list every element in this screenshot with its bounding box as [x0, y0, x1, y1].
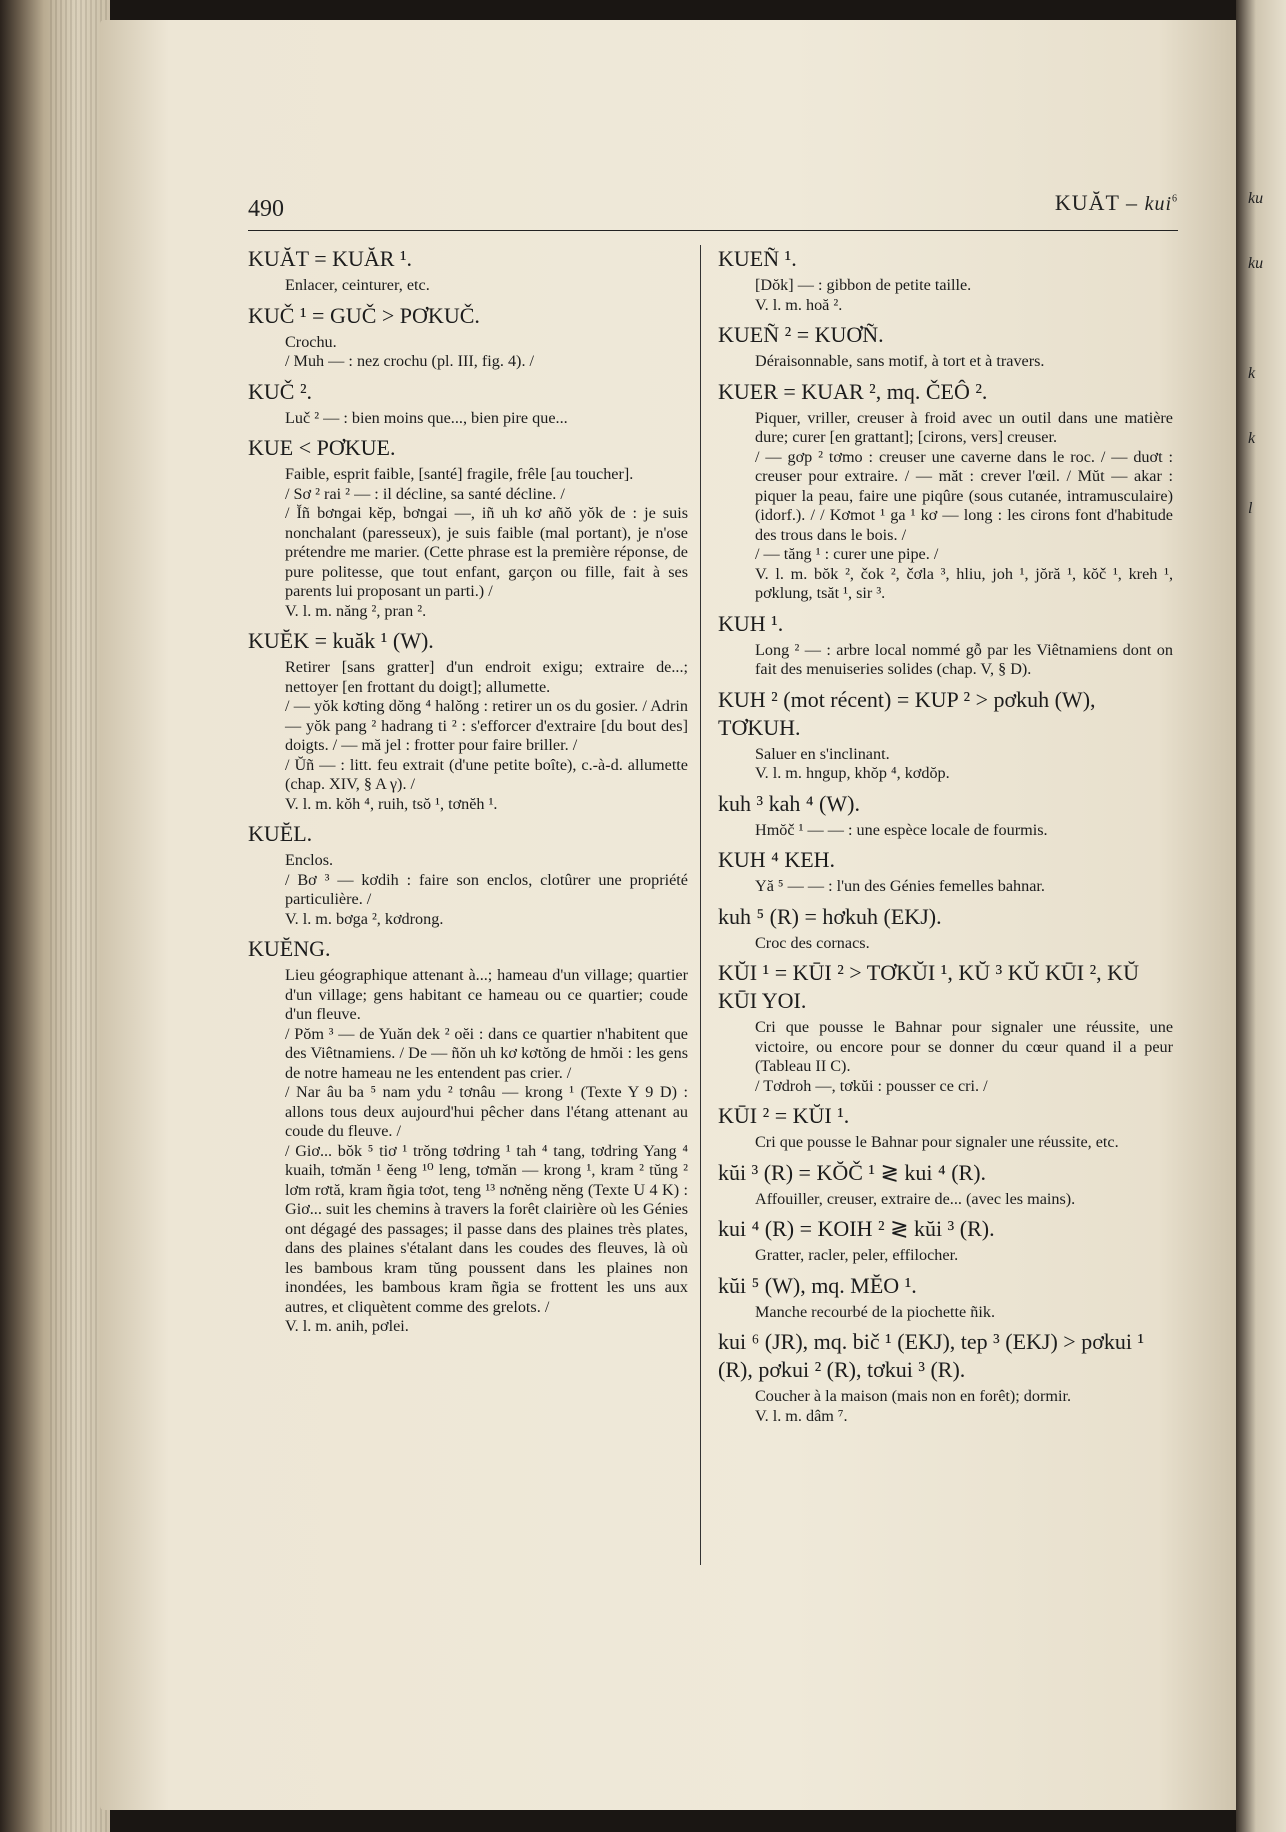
entry-headword: KUĔL. — [248, 821, 313, 846]
book-left-pages — [0, 0, 110, 1832]
entry-headword: KUEÑ ² = KUƠÑ. — [718, 322, 884, 347]
dictionary-entry — [718, 245, 1173, 315]
entry-headword: kŭi ³ (R) = KŎČ ¹ ≷ kui ⁴ (R). — [718, 1159, 987, 1185]
entry-headword: KUČ ¹ = GUČ > PƠKUČ. — [248, 302, 480, 328]
entry-headword: KUER = KUAR ², mq. ČEÔ ². — [718, 378, 988, 404]
entry-line: / — gơp ² tơmo : creuser une caverne dans le roc. / — duơt : creuser pour extraire. / — măt : crever l'œil. / Mŭt — akar : piquer la peau, faire une piqûre (sous cutanée, intramusculaire) (idorf.). / / Kơmot ¹ ga ¹ kơ — long : les cirons font d'habitude des trous dans le bois. / — [755, 447, 1173, 544]
entry-line: / — yŏk kơting dŏng ⁴ halŏng : retirer un os du gosier. / Adrin — yŏk pang ² hadrang ti ² : s'efforcer d'extraire [du bout des] doigts. / — mă jel : frotter pour faire briller. / — [285, 697, 688, 754]
entry-line: Coucher à la maison (mais non en forêt); dormir. — [755, 1387, 1072, 1405]
entry-line: Manche recourbé de la piochette ñik. — [755, 1302, 996, 1321]
entry-line: Enclos. — [285, 851, 334, 869]
edge-text: k — [1248, 430, 1256, 447]
dictionary-entry — [718, 610, 1173, 680]
entry-headword: kui ⁴ (R) = KOIH ² ≷ kŭi ³ (R). — [718, 1216, 995, 1241]
dictionary-entry — [248, 935, 688, 1337]
entry-line: / Giơ... bŏk ⁵ tiơ ¹ trŏng tơdring ¹ tah ⁴ tang, tơdring Yang ⁴ kuaih, tơmăn ¹ ĕeng ¹⁰ leng, tơmăn — krong ¹, kram ² tŭng ² lơm rơtă, kram ñgia tơot, teng ¹³ nơnĕng nĕng (Texte U 4 K) : Giơ... suit les chemins à travers la forêt clairière où les Génies ont dégagé des passages; il passe dans des plaines très plates, dans des plaines s'étalant dans les coudes des fleuves, là où les bambous kram tŭng poussent dans les plaines non inondées, les bambous kram ñgia se frottent les uns aux autres, et cliquètent comme des grelots. / — [285, 1141, 688, 1316]
edge-text: k — [1248, 365, 1256, 382]
entry-line: Lieu géographique attenant à...; hameau d'un village; quartier d'un village; gens habitant ce hameau ou ce quartier; coude d'un fleuve. — [285, 966, 688, 1023]
entry-line: Cri que pousse le Bahnar pour signaler une réussite, une victoire, ou encore pour se donner du cœur quand il a peur (Tableau II C). — [755, 1018, 1173, 1075]
dictionary-entry — [718, 321, 1173, 372]
entry-line: V. l. m. dâm ⁷. — [755, 1406, 848, 1425]
dictionary-entry — [718, 1215, 1173, 1266]
dictionary-entry — [718, 1328, 1173, 1426]
dictionary-entry — [718, 790, 1173, 841]
entry-headword: kuh ⁵ (R) = hơkuh (EKJ). — [718, 903, 942, 929]
dictionary-entry — [248, 434, 688, 621]
entry-headword: KUE < PƠKUE. — [248, 435, 396, 460]
entry-line: / Ŭñ — : litt. feu extrait (d'une petite boîte), c.-à-d. allumette (chap. XIV, § A γ). / — [285, 755, 688, 793]
entry-line: / Bơ ³ — kơdih : faire son enclos, clotûrer une propriété particulière. / — [285, 870, 688, 908]
entry-headword: KUĔNG. — [248, 936, 331, 961]
entry-line: Croc des cornacs. — [755, 933, 870, 952]
entry-headword: KUĂT = KUĂR ¹. — [248, 246, 413, 271]
entry-headword: KUĔK = kuăk ¹ (W). — [248, 628, 434, 653]
entry-line: V. l. m. hngup, khŏp ⁴, kơdŏp. — [755, 764, 950, 782]
entry-line: Yă ⁵ — — : l'un des Génies femelles bahnar. — [755, 877, 1045, 895]
entry-line: / Muh — : nez crochu (pl. III, fig. 4). / — [285, 352, 535, 370]
dictionary-entry — [248, 245, 688, 296]
page-number: 490 — [248, 196, 284, 222]
entry-line: Faible, esprit faible, [santé] fragile, frêle [au toucher]. — [285, 465, 634, 483]
entry-line: V. l. m. hoă ². — [755, 295, 843, 314]
edge-text: l — [1248, 500, 1253, 517]
entry-line: Retirer [sans gratter] d'un endroit exigu; extraire de...; nettoyer [en frottant du doigt]; allumette. — [285, 658, 688, 696]
dictionary-entry — [718, 1102, 1173, 1153]
entry-line: / Sơ ² rai ² — : il décline, sa santé décline. / — [285, 484, 565, 503]
entry-line: / Tơdroh —, tơkŭi : pousser ce cri. / — [755, 1076, 988, 1095]
dictionary-entry — [248, 820, 688, 929]
entry-headword: KUČ ². — [248, 378, 313, 404]
entry-line: V. l. m. kŏh ⁴, ruih, tsŏ ¹, tơnĕh ¹. — [285, 794, 498, 813]
entry-line: / Nar âu ba ⁵ nam ydu ² tơnâu — krong ¹ (Texte Y 9 D) : allons tous deux aujourd'hui pêcher dans l'étang attenant au coude du fleuve. / — [285, 1083, 688, 1140]
entry-line: Déraisonnable, sans motif, à tort et à travers. — [755, 352, 1045, 370]
running-head-sup: 6 — [1172, 193, 1178, 205]
entry-line: V. l. m. bơga ², kơdrong. — [285, 909, 444, 928]
entry-line: Affouiller, creuser, extraire de... (avec les mains). — [755, 1189, 1076, 1208]
entry-headword: KŬI ¹ = KŪI ² > TƠKŬI ¹, KŬ ³ KŬ KŪI ², KŬ KŪI YOI. — [718, 960, 1139, 1013]
entry-line: Hmŏč ¹ — — : une espèce locale de fourmis. — [755, 820, 1048, 839]
dictionary-entry — [248, 378, 688, 429]
entry-line: V. l. m. anih, pơlei. — [285, 1317, 409, 1335]
entry-line: V. l. m. bŏk ², čok ², čơla ³, hliu, joh ¹, jŏră ¹, kŏč ¹, kreh ¹, pơklung, tsăt ¹, sir ³. — [755, 564, 1173, 602]
dictionary-entry — [718, 846, 1173, 897]
dictionary-entry — [718, 686, 1173, 784]
entry-headword: KUH ² (mot récent) = KUP ² > pơkuh (W), TƠKUH. — [718, 686, 1096, 740]
dictionary-entry — [718, 378, 1173, 604]
entry-headword: kuh ³ kah ⁴ (W). — [718, 790, 860, 816]
entry-line: Piquer, vriller, creuser à froid avec un outil dans une matière dure; curer [en grattant]; [cirons, vers] creuser. — [755, 408, 1173, 446]
entry-headword: kui ⁶ (JR), mq. bič ¹ (EKJ), tep ³ (EKJ) > pơkui ¹ (R), pơkui ² (R), tơkui ³ (R). — [718, 1329, 1145, 1382]
column-divider — [700, 245, 701, 1565]
dictionary-entry — [248, 627, 688, 814]
page-header — [248, 190, 1178, 231]
entry-headword: KUH ⁴ KEH. — [718, 847, 836, 872]
entry-headword: KŪI ² = KŬI ¹. — [718, 1103, 850, 1128]
dictionary-entry — [718, 1272, 1173, 1323]
entry-headword: KUEÑ ¹. — [718, 246, 797, 271]
edge-text: ku — [1248, 190, 1264, 207]
entry-headword: KUH ¹. — [718, 610, 784, 636]
entry-line: / — tăng ¹ : curer une pipe. / — [755, 545, 939, 563]
entry-headword: kŭi ⁵ (W), mq. MĔO ¹. — [718, 1272, 917, 1298]
running-head-text: KUĂT – — [1054, 190, 1139, 215]
entry-line: Luč ² — : bien moins que..., bien pire que... — [285, 408, 568, 427]
entry-line: Crochu. — [285, 332, 337, 351]
entry-line: / Pŏm ³ — de Yuăn dek ² oĕi : dans ce quartier n'habitent que des Viêtnamiens. / De — ñŏn uh kơ kơtŏng de hmŏi : les gens de notre hameau ne les entendent pas crier. / — [285, 1024, 688, 1082]
entry-line: Saluer en s'inclinant. — [755, 744, 890, 763]
entry-line: Enlacer, ceinturer, etc. — [285, 276, 430, 294]
entry-line: Gratter, racler, peler, effilocher. — [755, 1246, 959, 1264]
entry-line: V. l. m. năng ², pran ². — [285, 601, 427, 620]
right-page-edge — [1236, 0, 1286, 1832]
running-head-end: kui — [1144, 193, 1172, 215]
entry-line: / Ĭñ bơngai kĕp, bơngai —, iñ uh kơ añŏ yŏk de : je suis nonchalant (paresseux), je suis faible (mal portant), je n'ose prétendre me marier. (Cette phrase est la première réponse, de pure politesse, que tout enfant, garçon ou fille, fait à ses parents lui proposant un parti.) / — [285, 504, 688, 600]
entry-line: Long ² — : arbre local nommé gỗ par les Viêtnamiens dont on fait des menuiseries solides (chap. V, § D). — [755, 640, 1173, 678]
left-column — [248, 245, 688, 1343]
running-head — [1055, 190, 1178, 216]
dictionary-entry — [718, 1159, 1173, 1210]
edge-text: ku — [1248, 255, 1264, 272]
entry-line: [Dŏk] — : gibbon de petite taille. — [755, 276, 972, 294]
dictionary-entry — [248, 302, 688, 372]
dictionary-entry — [718, 959, 1173, 1096]
dictionary-entry — [718, 903, 1173, 954]
right-column — [718, 245, 1173, 1432]
entry-line: Cri que pousse le Bahnar pour signaler une réussite, etc. — [755, 1133, 1119, 1151]
